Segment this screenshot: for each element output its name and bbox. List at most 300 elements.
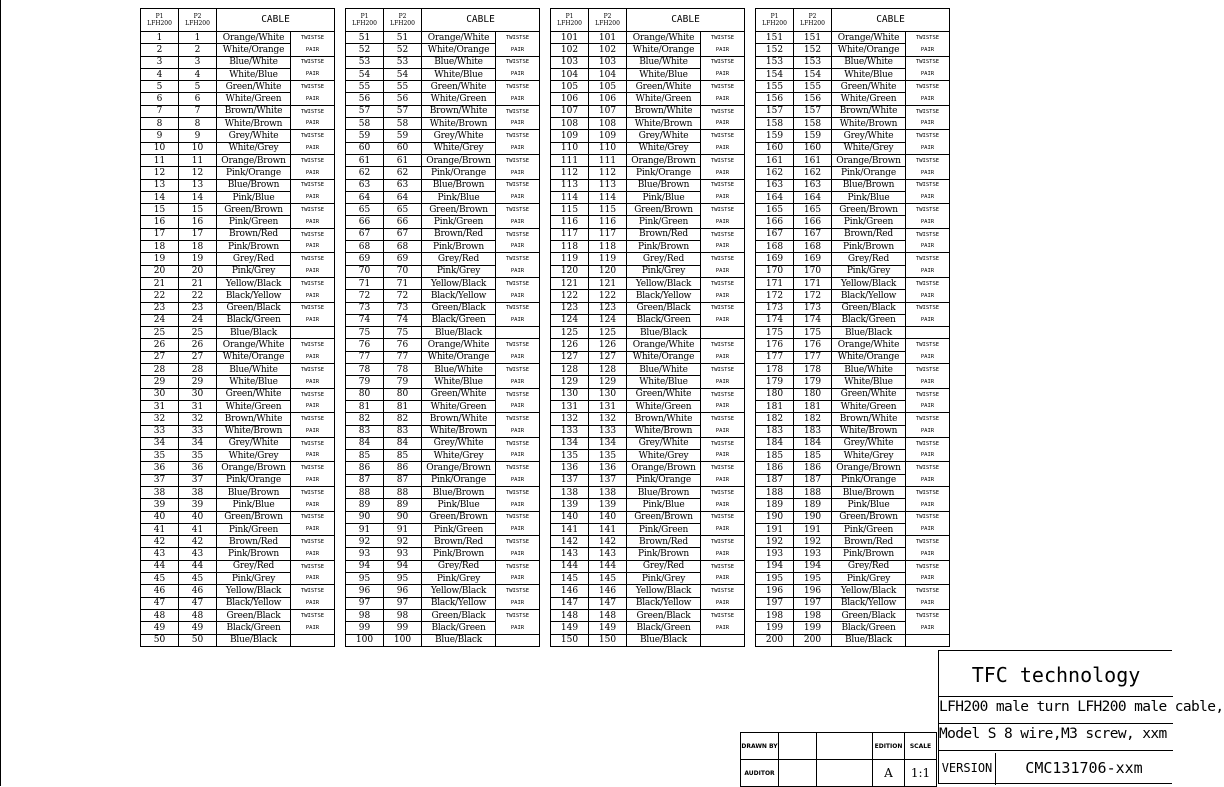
wire-color: White/Brown — [832, 425, 906, 437]
pair-label-top: TWISTSE — [906, 32, 950, 44]
table-row — [346, 290, 540, 302]
wire-color: Yellow/Black — [422, 585, 496, 597]
scale-value: 1:1 — [905, 760, 937, 787]
p2-pin: 111 — [589, 154, 627, 166]
wire-color: Brown/White — [422, 105, 496, 117]
p1-pin: 167 — [756, 228, 794, 240]
pair-label-top: TWISTSE — [291, 253, 335, 265]
table-row — [756, 81, 950, 93]
p2-pin: 78 — [384, 364, 422, 376]
p2-pin: 41 — [179, 523, 217, 535]
wire-color: Blue/Brown — [832, 486, 906, 498]
table-row — [141, 450, 335, 462]
wire-color: Pink/Brown — [832, 548, 906, 560]
pair-label-top: TWISTSE — [496, 130, 540, 142]
table-row — [141, 290, 335, 302]
p2-pin: 8 — [179, 118, 217, 130]
p2-pin: 96 — [384, 585, 422, 597]
table-row — [141, 560, 335, 572]
wire-color: Black/Yellow — [422, 597, 496, 609]
wire-color: Black/Green — [422, 314, 496, 326]
p2-pin: 175 — [794, 327, 832, 339]
p1-pin: 25 — [141, 327, 179, 339]
pair-label-top: TWISTSE — [906, 228, 950, 240]
p2-pin: 25 — [179, 327, 217, 339]
pin-table-4 — [755, 8, 950, 647]
pair-label-bottom: PAIR — [496, 523, 540, 535]
table-row — [346, 142, 540, 154]
pair-label-top: TWISTSE — [496, 585, 540, 597]
p1-pin: 187 — [756, 474, 794, 486]
p1-pin: 176 — [756, 339, 794, 351]
pair-label-bottom: PAIR — [906, 573, 950, 585]
table-row — [551, 142, 745, 154]
table-row — [551, 437, 745, 449]
p2-pin: 171 — [794, 277, 832, 289]
pair-label-bottom: PAIR — [291, 241, 335, 253]
scale-label: SCALE — [905, 733, 937, 760]
p1-pin: 103 — [551, 56, 589, 68]
p2-header: P2 LFH200 — [589, 9, 627, 32]
wire-color: Grey/Red — [217, 560, 291, 572]
p2-pin: 6 — [179, 93, 217, 105]
pair-label-bottom: PAIR — [291, 425, 335, 437]
wire-color: White/Orange — [832, 44, 906, 56]
p2-pin: 155 — [794, 81, 832, 93]
pair-label-bottom: PAIR — [291, 499, 335, 511]
p1-pin: 80 — [346, 388, 384, 400]
pair-label-top: TWISTSE — [701, 179, 745, 191]
wire-color: Pink/Orange — [832, 474, 906, 486]
p1-pin: 141 — [551, 523, 589, 535]
table-row — [346, 364, 540, 376]
p2-pin: 22 — [179, 290, 217, 302]
p2-pin: 31 — [179, 400, 217, 412]
table-row — [756, 253, 950, 265]
p1-pin: 28 — [141, 364, 179, 376]
pair-label-bottom: PAIR — [701, 44, 745, 56]
table-row — [346, 56, 540, 68]
p1-pin: 130 — [551, 388, 589, 400]
table-row — [551, 400, 745, 412]
p2-pin: 49 — [179, 622, 217, 634]
wire-color: Grey/Red — [832, 253, 906, 265]
p1-pin: 6 — [141, 93, 179, 105]
wire-color: Pink/Orange — [627, 474, 701, 486]
p2-pin: 169 — [794, 253, 832, 265]
p1-pin: 57 — [346, 105, 384, 117]
wire-color: White/Green — [627, 400, 701, 412]
p2-pin: 1 — [179, 32, 217, 44]
p1-pin: 197 — [756, 597, 794, 609]
p2-pin: 67 — [384, 228, 422, 240]
wire-color: Blue/Brown — [217, 179, 291, 191]
p2-pin: 134 — [589, 437, 627, 449]
wire-color: Pink/Blue — [217, 499, 291, 511]
table-row — [756, 118, 950, 130]
p2-pin: 140 — [589, 511, 627, 523]
table-row — [141, 265, 335, 277]
p1-pin: 102 — [551, 44, 589, 56]
wire-color: Brown/White — [422, 413, 496, 425]
p1-pin: 114 — [551, 191, 589, 203]
p2-pin: 68 — [384, 241, 422, 253]
table-row — [551, 179, 745, 191]
p1-pin: 144 — [551, 560, 589, 572]
p1-pin: 196 — [756, 585, 794, 597]
p2-pin: 126 — [589, 339, 627, 351]
auditor-value — [779, 760, 817, 787]
p2-pin: 114 — [589, 191, 627, 203]
table-row — [551, 265, 745, 277]
wire-color: White/Orange — [832, 351, 906, 363]
wire-color: Green/Brown — [627, 511, 701, 523]
table-row — [756, 462, 950, 474]
p1-pin: 14 — [141, 191, 179, 203]
pair-label-bottom: PAIR — [906, 68, 950, 80]
p1-pin: 68 — [346, 241, 384, 253]
pair-label-bottom: PAIR — [291, 118, 335, 130]
wire-color: Blue/Brown — [422, 179, 496, 191]
p1-pin: 37 — [141, 474, 179, 486]
wire-color: Blue/Black — [627, 634, 701, 646]
p2-pin: 120 — [589, 265, 627, 277]
pair-cell — [496, 327, 540, 339]
table-row — [141, 253, 335, 265]
pair-label-top: TWISTSE — [701, 388, 745, 400]
table-row — [756, 450, 950, 462]
p1-pin: 151 — [756, 32, 794, 44]
wire-color: Brown/Red — [217, 536, 291, 548]
p2-pin: 200 — [794, 634, 832, 646]
wire-color: Pink/Green — [832, 523, 906, 535]
p1-header: P1 LFH200 — [346, 9, 384, 32]
pair-cell — [701, 634, 745, 646]
table-row — [551, 486, 745, 498]
wire-color: White/Orange — [422, 351, 496, 363]
p1-pin: 99 — [346, 622, 384, 634]
p2-pin: 29 — [179, 376, 217, 388]
table-header — [756, 9, 950, 32]
wire-color: Blue/White — [422, 56, 496, 68]
wire-color: White/Green — [422, 93, 496, 105]
pair-label-bottom: PAIR — [906, 523, 950, 535]
pair-label-bottom: PAIR — [291, 523, 335, 535]
p2-pin: 144 — [589, 560, 627, 572]
p1-pin: 195 — [756, 573, 794, 585]
wire-color: Green/Black — [832, 609, 906, 621]
pair-label-top: TWISTSE — [496, 56, 540, 68]
p2-pin: 58 — [384, 118, 422, 130]
pair-label-top: TWISTSE — [496, 486, 540, 498]
table-row — [141, 228, 335, 240]
p1-pin: 193 — [756, 548, 794, 560]
p1-pin: 119 — [551, 253, 589, 265]
table-row — [551, 105, 745, 117]
wire-color: Pink/Brown — [217, 241, 291, 253]
table-row — [141, 302, 335, 314]
p1-pin: 137 — [551, 474, 589, 486]
p1-pin: 62 — [346, 167, 384, 179]
pair-label-bottom: PAIR — [291, 622, 335, 634]
p1-pin: 85 — [346, 450, 384, 462]
pair-label-top: TWISTSE — [496, 536, 540, 548]
pair-label-bottom: PAIR — [906, 265, 950, 277]
pair-label-bottom: PAIR — [906, 314, 950, 326]
table-row — [346, 450, 540, 462]
wire-color: White/Grey — [832, 450, 906, 462]
table-row — [346, 425, 540, 437]
p1-pin: 135 — [551, 450, 589, 462]
p2-pin: 132 — [589, 413, 627, 425]
wire-color: Pink/Green — [217, 216, 291, 228]
p1-pin: 51 — [346, 32, 384, 44]
p2-pin: 157 — [794, 105, 832, 117]
p2-pin: 13 — [179, 179, 217, 191]
p2-pin: 75 — [384, 327, 422, 339]
pair-label-bottom: PAIR — [701, 191, 745, 203]
p1-pin: 5 — [141, 81, 179, 93]
table-row — [346, 437, 540, 449]
wire-color: Green/Black — [217, 609, 291, 621]
wire-color: Grey/White — [422, 437, 496, 449]
p2-pin: 141 — [589, 523, 627, 535]
p1-pin: 73 — [346, 302, 384, 314]
p2-pin: 38 — [179, 486, 217, 498]
pair-label-bottom: PAIR — [906, 474, 950, 486]
table-row — [346, 167, 540, 179]
p2-pin: 181 — [794, 400, 832, 412]
p1-pin: 19 — [141, 253, 179, 265]
wire-color: Pink/Brown — [627, 241, 701, 253]
p2-pin: 33 — [179, 425, 217, 437]
pair-label-bottom: PAIR — [291, 142, 335, 154]
pair-label-top: TWISTSE — [496, 105, 540, 117]
pair-label-top: TWISTSE — [701, 81, 745, 93]
table-row — [346, 204, 540, 216]
wire-color: White/Orange — [627, 44, 701, 56]
p1-pin: 120 — [551, 265, 589, 277]
pair-label-bottom: PAIR — [291, 573, 335, 585]
pair-label-bottom: PAIR — [906, 93, 950, 105]
pair-label-bottom: PAIR — [701, 314, 745, 326]
p1-pin: 169 — [756, 253, 794, 265]
table-row — [551, 277, 745, 289]
table-row — [756, 351, 950, 363]
pair-label-top: TWISTSE — [291, 32, 335, 44]
p2-pin: 167 — [794, 228, 832, 240]
pair-label-bottom: PAIR — [496, 290, 540, 302]
pair-label-top: TWISTSE — [701, 437, 745, 449]
pair-label-bottom: PAIR — [496, 351, 540, 363]
table-row — [141, 277, 335, 289]
table-row — [756, 523, 950, 535]
pair-label-top: TWISTSE — [701, 536, 745, 548]
wire-color: Green/Brown — [627, 204, 701, 216]
company-name: TFC technology — [939, 651, 1173, 697]
pair-label-bottom: PAIR — [496, 314, 540, 326]
p2-pin: 56 — [384, 93, 422, 105]
p2-pin: 124 — [589, 314, 627, 326]
pair-label-bottom: PAIR — [906, 118, 950, 130]
wire-color: Yellow/Black — [217, 277, 291, 289]
p1-pin: 188 — [756, 486, 794, 498]
table-row — [346, 560, 540, 572]
p2-pin: 5 — [179, 81, 217, 93]
p1-pin: 18 — [141, 241, 179, 253]
pair-label-bottom: PAIR — [701, 474, 745, 486]
wire-color: White/Blue — [832, 68, 906, 80]
p1-pin: 29 — [141, 376, 179, 388]
p1-pin: 111 — [551, 154, 589, 166]
wire-color: White/Orange — [422, 44, 496, 56]
p1-pin: 143 — [551, 548, 589, 560]
pair-label-top: TWISTSE — [906, 105, 950, 117]
wire-color: Grey/White — [627, 437, 701, 449]
wire-color: White/Blue — [627, 68, 701, 80]
pair-label-bottom: PAIR — [291, 314, 335, 326]
p1-pin: 189 — [756, 499, 794, 511]
pair-label-bottom: PAIR — [701, 622, 745, 634]
table-row — [551, 241, 745, 253]
table-row — [551, 339, 745, 351]
wire-color: Orange/White — [627, 339, 701, 351]
pair-label-bottom: PAIR — [701, 400, 745, 412]
p1-pin: 183 — [756, 425, 794, 437]
wire-color: Green/Brown — [217, 511, 291, 523]
pair-label-bottom: PAIR — [496, 241, 540, 253]
wire-color: Pink/Orange — [217, 167, 291, 179]
table-row — [141, 400, 335, 412]
pair-label-bottom: PAIR — [291, 44, 335, 56]
p2-pin: 170 — [794, 265, 832, 277]
wire-color: Green/Brown — [832, 511, 906, 523]
pair-label-top: TWISTSE — [701, 413, 745, 425]
p1-pin: 22 — [141, 290, 179, 302]
p1-pin: 74 — [346, 314, 384, 326]
pair-label-bottom: PAIR — [906, 191, 950, 203]
pair-label-top: TWISTSE — [496, 154, 540, 166]
p1-pin: 30 — [141, 388, 179, 400]
pair-label-top: TWISTSE — [906, 339, 950, 351]
p1-pin: 48 — [141, 609, 179, 621]
p2-header: P2 LFH200 — [794, 9, 832, 32]
p1-pin: 45 — [141, 573, 179, 585]
wire-color: Grey/White — [832, 437, 906, 449]
p2-pin: 148 — [589, 609, 627, 621]
table-row — [756, 314, 950, 326]
pair-label-bottom: PAIR — [701, 425, 745, 437]
table-row — [141, 634, 335, 646]
p2-pin: 188 — [794, 486, 832, 498]
sheet-frame-left — [0, 0, 1, 786]
wire-color: White/Blue — [217, 376, 291, 388]
table-row — [346, 523, 540, 535]
p1-pin: 20 — [141, 265, 179, 277]
pair-label-top: TWISTSE — [291, 277, 335, 289]
pair-label-top: TWISTSE — [496, 339, 540, 351]
p2-pin: 102 — [589, 44, 627, 56]
table-row — [756, 302, 950, 314]
p1-pin: 89 — [346, 499, 384, 511]
wire-color: Brown/Red — [422, 228, 496, 240]
pair-label-top: TWISTSE — [291, 105, 335, 117]
table-row — [346, 81, 540, 93]
pair-label-bottom: PAIR — [906, 142, 950, 154]
p2-pin: 154 — [794, 68, 832, 80]
wire-color: Grey/White — [217, 130, 291, 142]
wire-color: White/Orange — [217, 44, 291, 56]
p2-pin: 199 — [794, 622, 832, 634]
table-row — [756, 364, 950, 376]
p1-pin: 128 — [551, 364, 589, 376]
pair-cell — [701, 327, 745, 339]
pair-label-bottom: PAIR — [906, 597, 950, 609]
pair-label-top: TWISTSE — [906, 154, 950, 166]
pair-label-bottom: PAIR — [701, 68, 745, 80]
wire-color: Blue/White — [217, 56, 291, 68]
p1-pin: 65 — [346, 204, 384, 216]
wire-color: Pink/Grey — [627, 265, 701, 277]
pair-label-top: TWISTSE — [291, 302, 335, 314]
table-row — [141, 425, 335, 437]
pair-label-top: TWISTSE — [906, 179, 950, 191]
p2-pin: 139 — [589, 499, 627, 511]
p2-pin: 123 — [589, 302, 627, 314]
wire-color: Pink/Brown — [422, 548, 496, 560]
pair-label-top: TWISTSE — [291, 228, 335, 240]
pair-label-top: TWISTSE — [291, 560, 335, 572]
table-row — [551, 548, 745, 560]
p2-pin: 108 — [589, 118, 627, 130]
p2-pin: 50 — [179, 634, 217, 646]
table-row — [756, 585, 950, 597]
pair-label-bottom: PAIR — [701, 523, 745, 535]
table-row — [551, 314, 745, 326]
table-row — [756, 32, 950, 44]
pair-label-bottom: PAIR — [906, 400, 950, 412]
table-row — [141, 339, 335, 351]
p1-pin: 78 — [346, 364, 384, 376]
p1-pin: 110 — [551, 142, 589, 154]
p2-pin: 26 — [179, 339, 217, 351]
wire-color: Orange/White — [832, 339, 906, 351]
wire-color: Green/Brown — [422, 511, 496, 523]
p2-pin: 3 — [179, 56, 217, 68]
table-row — [551, 560, 745, 572]
p1-pin: 54 — [346, 68, 384, 80]
wire-color: White/Green — [832, 400, 906, 412]
p1-pin: 134 — [551, 437, 589, 449]
p2-pin: 165 — [794, 204, 832, 216]
p1-pin: 61 — [346, 154, 384, 166]
p2-pin: 193 — [794, 548, 832, 560]
table-row — [756, 93, 950, 105]
pair-label-bottom: PAIR — [701, 499, 745, 511]
pair-label-top: TWISTSE — [906, 536, 950, 548]
pin-table-3 — [550, 8, 745, 647]
table-row — [346, 400, 540, 412]
table-row — [141, 241, 335, 253]
p1-pin: 194 — [756, 560, 794, 572]
p2-pin: 93 — [384, 548, 422, 560]
pair-cell — [291, 634, 335, 646]
pair-label-bottom: PAIR — [496, 216, 540, 228]
p2-pin: 46 — [179, 585, 217, 597]
table-row — [346, 314, 540, 326]
p2-pin: 107 — [589, 105, 627, 117]
table-row — [346, 536, 540, 548]
